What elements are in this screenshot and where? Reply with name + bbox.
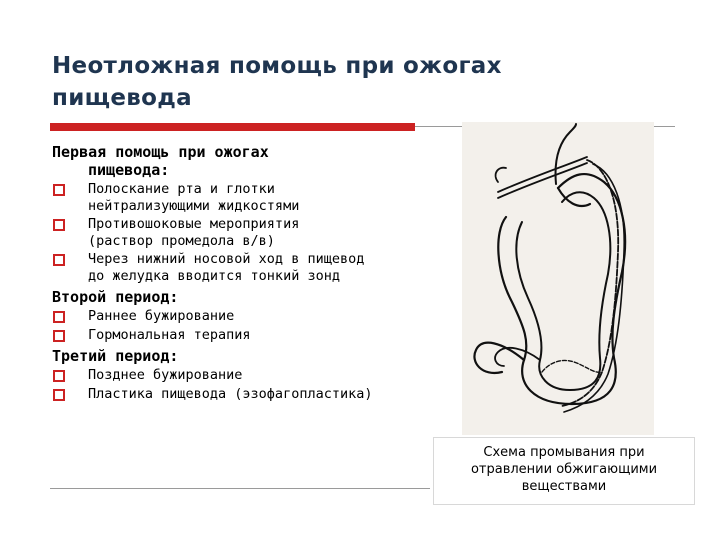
slide-title-line-1: Неотложная помощь при ожогах <box>52 53 502 79</box>
bullet-list-second-period <box>52 308 452 343</box>
square-bullet-icon <box>53 389 65 401</box>
list-item: Через нижний носовой ход в пищевод до желудка вводится тонкий зонд <box>52 251 452 284</box>
square-bullet-icon <box>53 184 65 196</box>
list-item: Позднее бужирование <box>52 367 452 384</box>
slide-title-line-2: пищевода <box>52 85 192 111</box>
esophagus-stomach-diagram-icon <box>462 122 654 435</box>
section-heading-line-2: пищевода: <box>88 161 170 179</box>
square-bullet-icon <box>53 370 65 382</box>
slide-title <box>52 50 652 114</box>
square-bullet-icon <box>53 219 65 231</box>
content-area <box>52 143 452 406</box>
square-bullet-icon <box>53 330 65 342</box>
section-heading-second-period: Второй период: <box>52 288 179 306</box>
section-heading-line-1: Первая помощь при ожогах <box>52 143 269 161</box>
figure-caption: Схема промывания при отравлении обжигающими веществами <box>433 437 695 505</box>
list-item: Раннее бужирование <box>52 308 452 325</box>
square-bullet-icon <box>53 311 65 323</box>
section-heading-first-aid <box>52 143 452 179</box>
title-accent-bar <box>50 123 415 131</box>
lavage-diagram-figure <box>462 122 654 435</box>
section-heading-third-period: Третий период: <box>52 347 179 365</box>
square-bullet-icon <box>53 254 65 266</box>
footer-divider-line <box>50 488 430 489</box>
bullet-list-third-period <box>52 367 452 402</box>
list-item: Пластика пищевода (эзофагопластика) <box>52 386 452 403</box>
bullet-list-first-aid <box>52 181 452 284</box>
list-item: Полоскание рта и глотки нейтрализующими жидкостями <box>52 181 452 214</box>
list-item: Гормональная терапия <box>52 327 452 344</box>
list-item: Противошоковые мероприятия (раствор промедола в/в) <box>52 216 452 249</box>
